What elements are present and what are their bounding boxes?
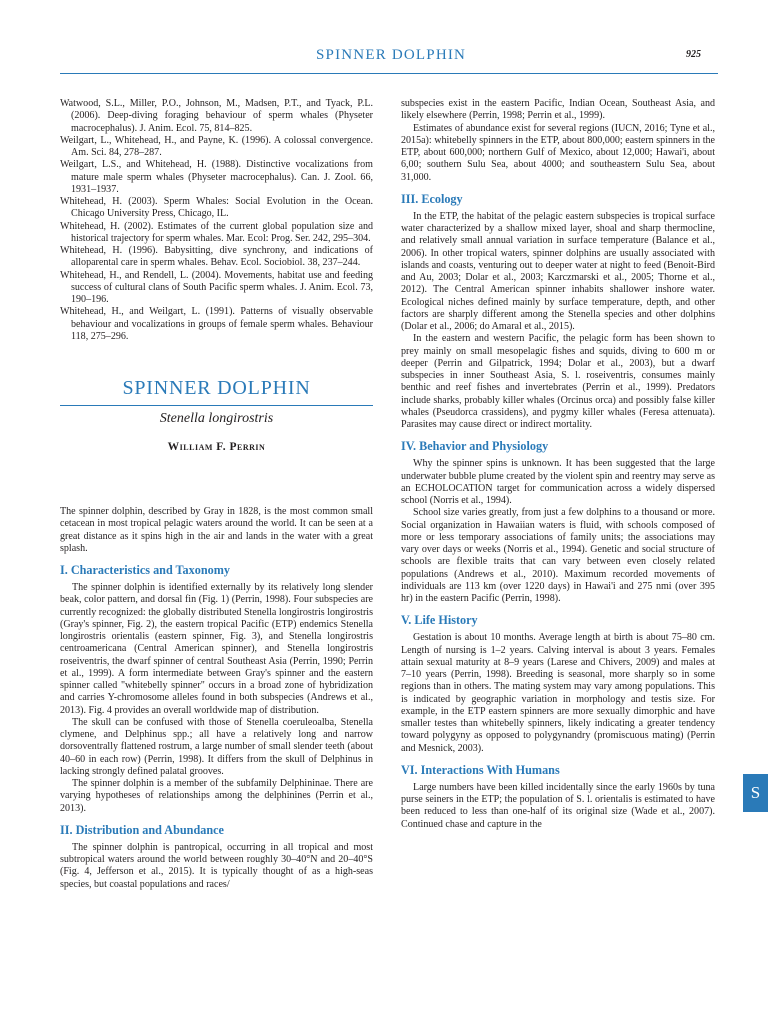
reference-entry: Whitehead, H. (2002). Estimates of the current global population size and historical trajectory for sperm whales. Mar. Ecol: Prog. Ser. 242, 295–304. — [60, 220, 373, 244]
reference-entry: Whitehead, H. (1996). Babysitting, dive synchrony, and indications of alloparental care in sperm whales. Behav. Ecol. Sociobiol. 38, 237–244. — [60, 245, 373, 269]
section-heading-characteristics: I. Characteristics and Taxonomy — [60, 563, 230, 577]
paragraph: In the eastern and western Pacific, the pelagic form has been shown to prey mainly on small mesopelagic fishes and squids, diving to 600 m or deeper (Perrin and Gilpatrick, 1994; Dolar et al., 2003), but a dwarf subspecies in inner Southeast Asia, S. l. roseiventris, consumes mainly benthic and reef fishes and invertebrates (Perrin et al., 1999). Predators include sharks, probably killer whales (Orcinus orca) and possibly false killer whales (Pseudorca crassidens), and pygmy killer whales (Feresa attenuata). Parasites may cause direct or indirect mortality. — [401, 333, 715, 430]
article-author: William F. Perrin — [167, 441, 266, 453]
reference-entry: Weilgart, L., Whitehead, H., and Payne, K. (1996). A colossal convergence. Am. Sci. 84, 278–287. — [60, 134, 373, 158]
article-title: SPINNER DOLPHIN — [122, 377, 311, 399]
section-heading-behavior: IV. Behavior and Physiology — [401, 439, 549, 454]
paragraph: In the ETP, the habitat of the pelagic eastern subspecies is tropical surface water characterized by a shallow mixed layer, shoal and sharp thermocline, and relatively small annual variation in surface temperature (Balance et al., 2006). In other tropical waters, spinner dolphins are usually associated with islands and coasts, venturing out to deeper water at night to feed (Benoit-Bird and Au, 2003; Dolar et al., 2003; Karczmarski et al., 2005; Thorne et al., 2012). The Central American spinner inhabits shallower inshore water. Ecological niches defined mainly by surface temperature, depth, and other factors are sharply different among the Stenella species and other dolphins (Dolar et al., 2006; do Amaral et al., 2015). — [401, 210, 715, 332]
reference-entry: Weilgart, L.S., and Whitehead, H. (1988). Distinctive vocalizations from mature male sperm whales (Physeter macrocephalus). Can. J. Zool. 66, 1931–1937. — [60, 159, 373, 195]
reference-entry: Watwood, S.L., Miller, P.O., Johnson, M., Madsen, P.T., and Tyack, P.L. (2006). Deep-diving foraging behaviour of sperm whales (Physeter macrocephalus). J. Anim. Ecol. 75, 814–825. — [60, 98, 373, 134]
paragraph: The spinner dolphin is pantropical, occurring in all tropical and most subtropical waters around the world between roughly 30–40°N and 20–40°S (Fig. 4, Jefferson et al., 2015). It is typically thought of as a high-seas species, but coastal populations and races/ — [60, 841, 373, 890]
reference-list — [60, 98, 373, 343]
paragraph: subspecies exist in the eastern Pacific, Indian Ocean, Southeast Asia, and likely elsewhere (Perrin, 1998; Perrin et al., 1999). — [401, 98, 715, 122]
running-header — [0, 47, 768, 67]
section-heading-distribution: II. Distribution and Abundance — [60, 822, 224, 837]
paragraph: Estimates of abundance exist for several regions (IUCN, 2016; Tyne et al., 2015a): whitebelly spinners in the ETP, about 800,000; eastern spinners in the ETP, about 600,000; northern Gulf of Mexico, about 12,000; Hawai'i, about 6,00; southern Sulu Sea, about 4000; and southeastern Sulu Sea, about 31,000. — [401, 122, 715, 183]
paragraph: The spinner dolphin is a member of the subfamily Delphininae. There are varying hypotheses of relationships among the delphinines (Perrin et al., 2013). — [60, 778, 373, 814]
running-title: SPINNER DOLPHIN — [316, 47, 467, 63]
paragraph: Gestation is about 10 months. Average length at birth is about 75–80 cm. Length of nursing is 1–2 years. Calving interval is about 3 years. Females attain sexual maturity at 8–9 years (Larese and Chivers, 2009) and males at 7–10 years (Perrin, 1998). Breeding is seasonal, more sharply so in some regions than in others. The mating system may vary among populations. This is indicated by geographic variation in morphology and testis size. For example, in the ETP eastern spinners are more sexually dimorphic and have smaller testes than whitebelly spinners, likely indicating a greater tendency toward polygyny as opposed to polygynandry (promiscuous mating) (Perrin and Mesnick, 2003). — [401, 632, 715, 754]
section-heading-interactions: VI. Interactions With Humans — [401, 762, 560, 777]
left-column — [60, 98, 373, 343]
paragraph: Why the spinner spins is unknown. It has been suggested that the large underwater bubble plume created by the violent spin and reentry may serve as an ECHOLOCATION target for communication across a widely dispersed school (Norris et al., 1994). — [401, 458, 715, 506]
page-number: 925 — [686, 49, 701, 60]
section-heading-ecology: III. Ecology — [401, 191, 463, 206]
reference-entry: Whitehead, H. (2003). Sperm Whales: Social Evolution in the Ocean. Chicago University Press, Chicago, IL. — [60, 196, 373, 220]
thumb-index-tab: S — [743, 774, 768, 812]
title-rule — [60, 405, 373, 406]
section-heading-life-history: V. Life History — [401, 613, 478, 628]
paragraph: The spinner dolphin is identified externally by its relatively long slender beak, color pattern, and dorsal fin (Fig. 1) (Perrin, 1998). Four subspecies are currently recognized: the globally distributed Stenella longirostris longirostris (Gray's spinner, Fig. 2), the eastern tropical Pacific (ETP) endemics Stenella longirostris orientalis (eastern spinner, Fig. 3), and Stenella longirostris centroamericana (Central American spinner), and Stenella longirostris roseiventris, the dwarf spinner of central Southeast Asia (Perrin, 1990; Perrin et al., 1999). A form intermediate between Gray's spinner and the eastern spinner called "whitebelly spinner" occurs in a broad zone of hybridization and carries Y-chromosome alleles found in both subspecies (Andrews et al., 2013). Fig. 4 provides an overall worldwide map of distribution. — [60, 582, 373, 716]
header-rule — [60, 73, 718, 74]
paragraph: The skull can be confused with those of Stenella coeruleoalba, Stenella clymene, and Delphinus spp.; all have a relatively long and narrow dorsoventrally flattened rostrum, a large number of small slender teeth (about 40–60 in each row) (Perrin, 1998). It differs from the skull of Delphinus in lacking strongly defined palatal grooves. — [60, 716, 373, 777]
paragraph: Large numbers have been killed incidentally since the early 1960s by tuna purse seiners in the ETP; the population of S. l. orientalis is estimated to have been reduced to less than one-half of its original size (Wade et al., 2007). Continued chase and capture in the — [401, 781, 715, 830]
right-column — [401, 98, 715, 831]
paragraph: School size varies greatly, from just a few dolphins to a thousand or more. Social organization in Hawaiian waters is fluid, with schools composed of more or less temporary associations of family units; the associations may vary over days or weeks (Norris et al., 1994). Genetic and social structure of schools are flexible traits that can vary between even closely related populations (Andrews et al., 2010). Maximum recorded movements of individuals are 113 km (over 1220 days) in Hawai'i and 275 nmi (over 395 hr) in the eastern Pacific (Perrin, 1998). — [401, 507, 715, 604]
left-column-article — [60, 506, 373, 891]
reference-entry: Whitehead, H., and Rendell, L. (2004). Movements, habitat use and feeding success of cultural clans of South Pacific sperm whales. J. Anim. Ecol. 73, 190–196. — [60, 269, 373, 305]
article-subtitle: Stenella longirostris — [159, 411, 274, 426]
reference-entry: Whitehead, H., and Weilgart, L. (1991). Patterns of visually observable behaviour and vocalizations in groups of female sperm whales. Behaviour 118, 275–296. — [60, 306, 373, 342]
intro-paragraph: The spinner dolphin, described by Gray in 1828, is the most common small cetacean in most tropical pelagic waters around the world. It can be seen at a great distance as it spins high in the air and lands in the water with a great splash. — [60, 506, 373, 554]
